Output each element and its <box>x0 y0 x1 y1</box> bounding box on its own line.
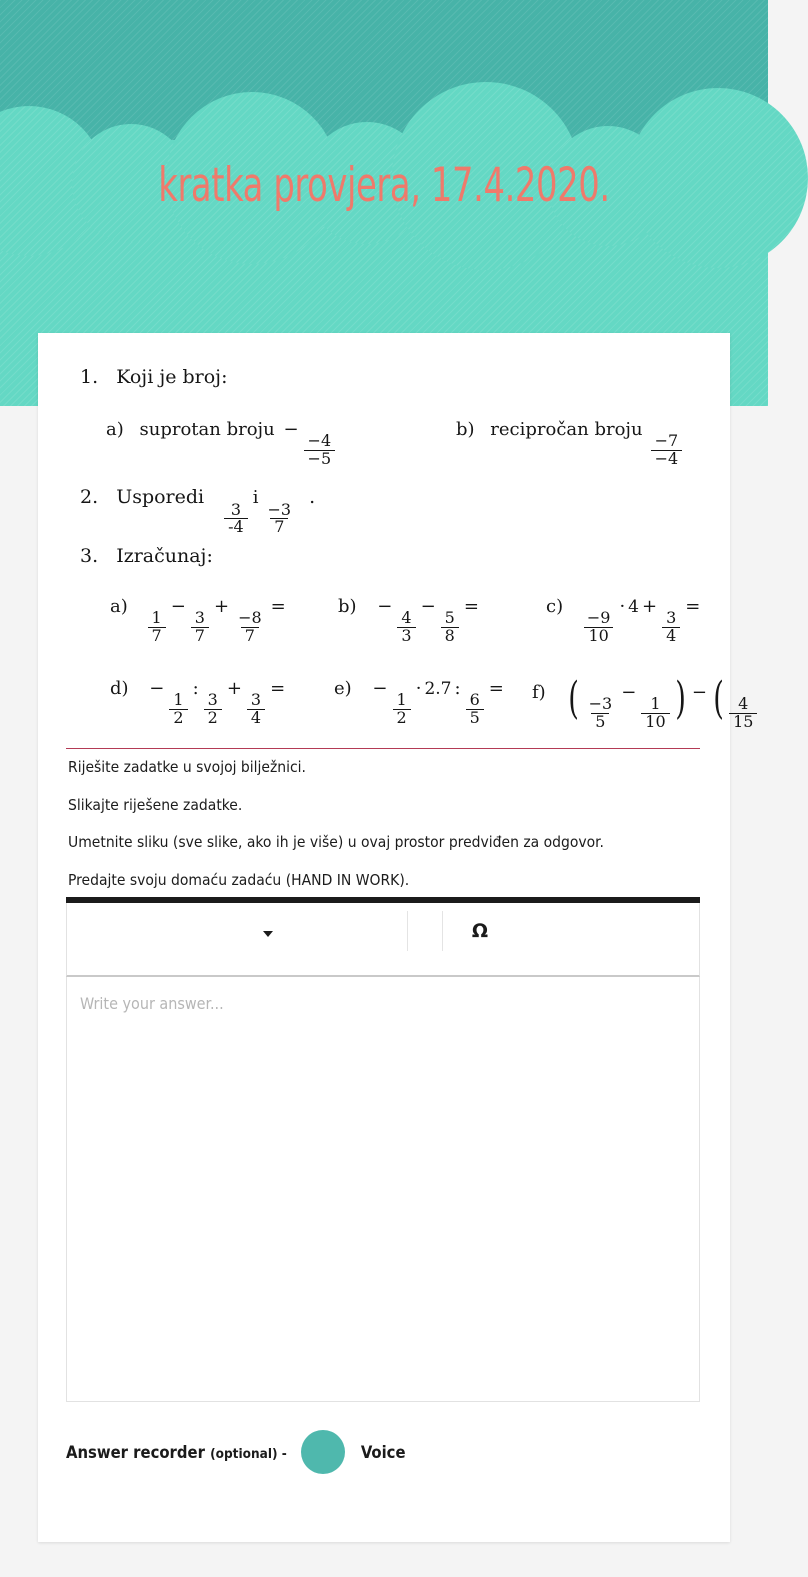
denominator: 7 <box>148 627 166 645</box>
q3f-label: f) <box>532 682 546 704</box>
left-paren: ( <box>568 673 580 724</box>
q1b-fraction <box>651 433 683 467</box>
equals: = <box>488 678 504 699</box>
operator: : <box>454 678 461 699</box>
numerator: 1 <box>650 694 661 714</box>
answer-input[interactable] <box>66 977 700 1402</box>
q2-prompt: Usporedi <box>116 486 205 508</box>
instruction-line: Riješite zadatke u svojoj bilježnici. <box>68 758 306 776</box>
question-3c: c) $\frac{-9}{10}$ · 4 + $\frac{3}{4}$ = <box>546 596 703 644</box>
numerator: 1 <box>173 690 184 710</box>
denominator: 2 <box>204 709 222 727</box>
answer-recorder-row <box>66 1429 406 1475</box>
chevron-down-icon <box>263 931 273 937</box>
voice-label: Voice <box>360 1442 406 1462</box>
operator: − <box>420 596 436 617</box>
denominator: 8 <box>441 627 459 645</box>
recorder-label <box>66 1443 287 1462</box>
right-paren: ) <box>674 673 686 724</box>
section-divider <box>66 748 700 749</box>
numerator: 3 <box>230 499 242 519</box>
numerator: 1 <box>151 608 162 628</box>
operator: − <box>170 596 186 617</box>
q3-prompt: Izračunaj: <box>116 545 213 567</box>
fraction <box>583 610 615 644</box>
question-3f <box>532 673 759 731</box>
fraction <box>169 692 187 726</box>
fraction <box>204 692 222 726</box>
q2-fraction-1 <box>224 499 248 537</box>
numerator: −4 <box>307 431 332 451</box>
q3-number: 3. <box>80 545 99 567</box>
denominator: 7 <box>191 627 209 645</box>
operator: + <box>226 678 242 699</box>
numerator: 1 <box>396 690 407 710</box>
numerator: 6 <box>469 690 480 710</box>
q1-number: 1. <box>80 366 99 388</box>
question-3e: e) − $\frac{1}{2}$ · 2.7 : $\frac{6}{5}$ = <box>334 678 507 726</box>
operator: · <box>415 678 422 699</box>
fraction <box>148 610 166 644</box>
equals: = <box>270 596 286 617</box>
denominator: -4 <box>224 518 248 536</box>
omega-special-character-icon[interactable]: Ω <box>471 920 489 942</box>
q2-period: . <box>309 486 316 508</box>
answer-editor <box>66 897 700 1402</box>
answer-placeholder: Write your answer... <box>80 994 224 1013</box>
fraction <box>729 696 757 730</box>
denominator: 5 <box>591 713 609 731</box>
denominator: 10 <box>584 627 612 645</box>
equals: = <box>270 678 286 699</box>
worksheet-content <box>38 333 768 731</box>
recorder-optional-text: (optional) - <box>210 1445 287 1462</box>
q3d-label: d) <box>110 678 129 699</box>
question-3b <box>338 596 482 644</box>
numerator: 3 <box>194 608 205 628</box>
operator: + <box>213 596 230 617</box>
numerator: 4 <box>738 694 749 714</box>
numerator: −9 <box>586 608 611 628</box>
operator: − <box>621 682 637 704</box>
denominator: −4 <box>651 450 683 468</box>
operator: − <box>377 596 393 617</box>
record-voice-button[interactable] <box>301 1430 345 1474</box>
fraction <box>441 610 459 644</box>
denominator: 7 <box>241 627 259 645</box>
left-paren: ( <box>713 673 724 724</box>
denominator: 2 <box>169 709 187 727</box>
numerator: −3 <box>267 499 292 519</box>
denominator: 2 <box>393 709 411 727</box>
q1b-label: b) <box>456 419 475 440</box>
instruction-line: Predajte svoju domaću zadaću (HAND IN WORK). <box>68 870 410 889</box>
question-1b <box>456 419 684 467</box>
toolbar-separator <box>442 911 443 951</box>
operator: − <box>691 682 707 704</box>
q3a-label: a) <box>110 596 128 617</box>
assignment-card <box>38 333 754 1542</box>
instruction-line: Umetnite sliku (sve slike, ako ih je više) u ovaj prostor predviđen za odgovor. <box>68 833 604 851</box>
question-3 <box>80 545 213 567</box>
numerator: 3 <box>207 690 218 710</box>
instructions-block <box>68 760 708 910</box>
denominator: 4 <box>662 627 680 645</box>
numerator: 4 <box>401 608 412 628</box>
q1a-text: suprotan broju <box>139 419 275 440</box>
page-title: kratka provjera, 17.4.2020. <box>158 158 610 213</box>
q1-prompt: Koji je broj: <box>116 366 228 388</box>
instruction-line: Slikajte riješene zadatke. <box>68 795 243 814</box>
denominator: −5 <box>304 450 336 468</box>
header-banner <box>0 0 768 362</box>
q1a-label: a) <box>106 419 124 440</box>
question-3d <box>110 678 288 726</box>
fraction <box>397 610 415 644</box>
q2-number: 2. <box>80 486 99 508</box>
denominator: 10 <box>641 713 669 731</box>
fraction <box>191 610 209 644</box>
numerator: 5 <box>444 608 455 628</box>
question-2 <box>80 486 315 536</box>
toolbar-separator <box>407 911 408 951</box>
recorder-label-text: Answer recorder <box>66 1442 211 1462</box>
q3e-label: e) <box>334 678 352 699</box>
denominator: 7 <box>270 518 288 536</box>
q1a-sign: − <box>283 419 299 440</box>
numerator: −8 <box>238 608 262 628</box>
q1a-fraction <box>304 433 336 467</box>
fraction <box>247 692 265 726</box>
numerator: −7 <box>654 431 679 451</box>
editor-toolbar <box>66 903 700 977</box>
operator: + <box>642 596 658 617</box>
numerator: −3 <box>588 694 613 714</box>
fraction <box>393 692 411 726</box>
denominator: 5 <box>466 709 484 727</box>
denominator: 4 <box>247 709 265 727</box>
q2-fraction-2 <box>263 499 295 537</box>
numerator: 3 <box>250 690 262 710</box>
fraction <box>641 696 669 730</box>
operator: − <box>372 678 388 699</box>
question-3a <box>110 596 289 644</box>
q3c-label: c) <box>546 596 564 617</box>
equals: = <box>463 596 479 617</box>
question-1a <box>106 419 337 467</box>
q2-conjunction: i <box>252 487 259 508</box>
fraction <box>466 692 484 726</box>
q1b-text: recipročan broju <box>490 419 643 440</box>
style-dropdown[interactable] <box>207 921 342 947</box>
operator: · <box>619 596 626 617</box>
question-1 <box>80 366 227 388</box>
fraction <box>585 696 617 730</box>
fraction <box>234 610 266 644</box>
operator: − <box>149 678 165 699</box>
q3b-label: b) <box>338 596 357 617</box>
numerator: 3 <box>666 608 677 628</box>
equals: = <box>685 596 701 617</box>
cloud-decoration <box>0 96 768 362</box>
operator: : <box>192 678 199 699</box>
fraction <box>662 610 680 644</box>
denominator: 3 <box>397 627 415 645</box>
denominator: 15 <box>729 713 757 731</box>
